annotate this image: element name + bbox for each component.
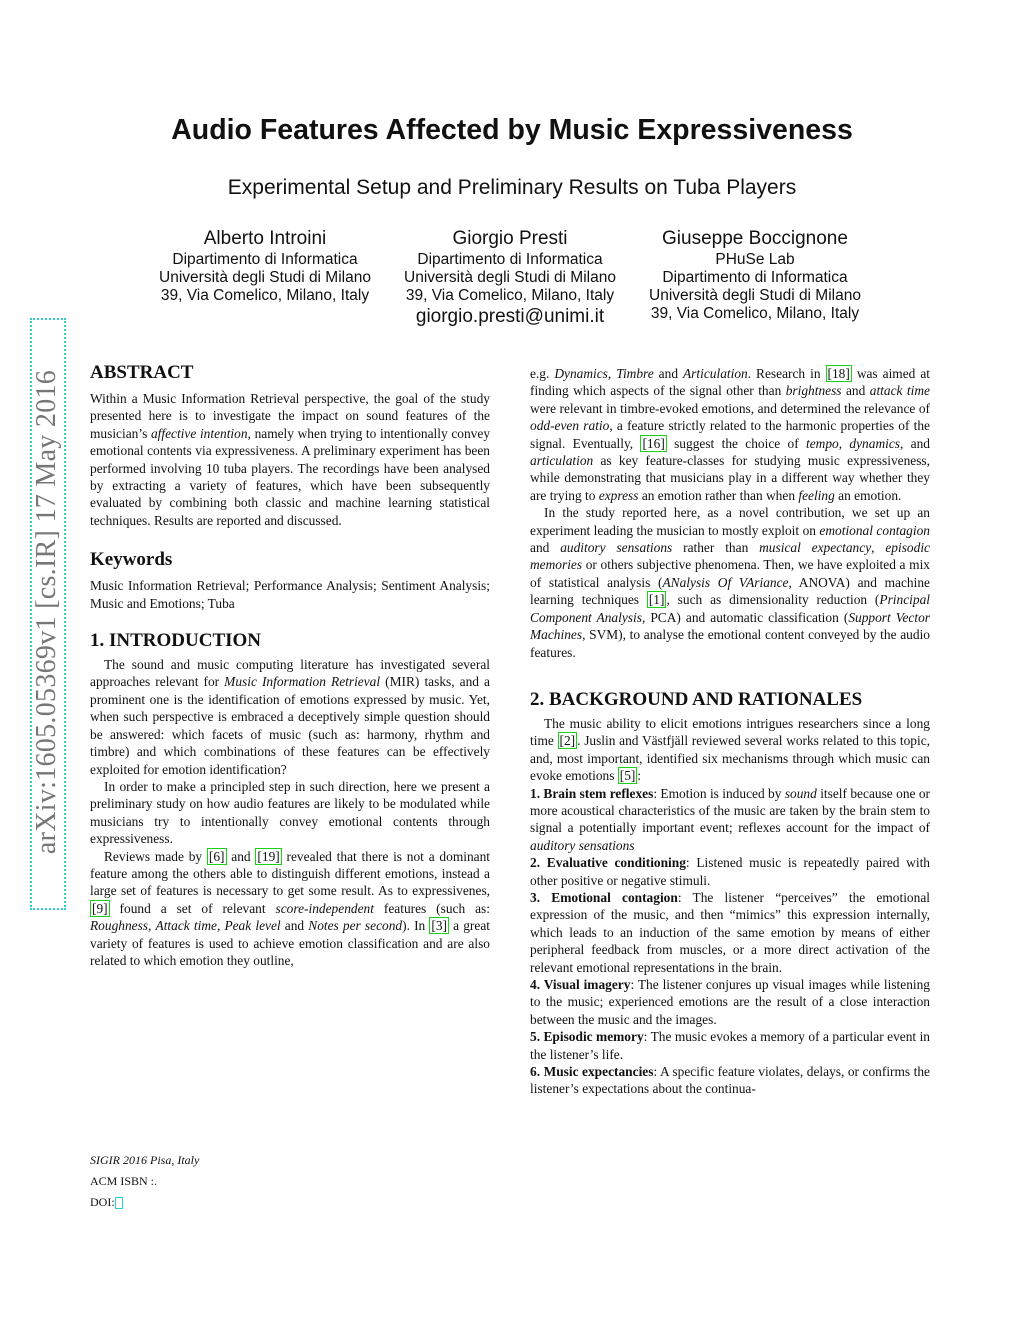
citation-link[interactable]: [9] <box>92 900 108 916</box>
arxiv-stamp[interactable]: arXiv:1605.05369v1 [cs.IR] 17 May 2016 <box>31 369 62 855</box>
mechanism-item: 5. Episodic memory: The music evokes a memory of a particular event in the listener’s life. <box>530 1029 930 1062</box>
citation-link[interactable]: [18] <box>827 366 850 381</box>
background-paragraph: The music ability to elicit emotions intrigues researchers since a long time [2] . Juslin and Västfjäll reviewed several works related to this topic, and, most important, identified six mechanisms through which music can evoke emotions [5] : <box>530 715 930 784</box>
mechanism-item: 3. Emotional contagion: The listener “perceives” the emotional expression of the music, and then “mimics” this expression internally, which leads to an induction of the same emotion by means of either peripheral feedback from muscles, or a more direct activation of the relevant emotional representations in the brain. <box>530 889 930 975</box>
mechanism-item: 1. Brain stem reflexes: Emotion is induced by sound itself because one or more acoustical characteristics of the music are taken by the brain stem to signal a potentially important event; reflexes account for the impact of auditory sensations <box>530 785 930 853</box>
mechanism-item: 2. Evaluative conditioning: Listened music is repeatedly paired with other positive or negative stimuli. <box>530 855 930 888</box>
doi-link[interactable] <box>115 1197 123 1209</box>
intro-paragraph-1: The sound and music computing literature has investigated several approaches relevant for Music Information Retrieval (MIR) tasks, and a prominent one is the identification of emotions expressed by music. Yet, when such perspective is embraced a deceptively simple question should be answered: which facets of music (such as: harmony, rhythm and timbre) and which combinations of these features can be effectively exploited for emotion identification? <box>90 657 490 777</box>
citation-link[interactable]: [19] <box>257 848 280 864</box>
author-affiliation: 39, Via Comelico, Milano, Italy <box>650 305 860 322</box>
citation-link[interactable]: [6] <box>208 848 225 864</box>
section-heading-background: 2. BACKGROUND AND RATIONALES <box>530 688 863 710</box>
doi-note: DOI: <box>90 1192 199 1213</box>
author-block-1 <box>135 227 395 305</box>
author-affiliation: PHuSe Lab <box>715 251 795 268</box>
abstract-paragraph: Within a Music Information Retrieval perspective, the goal of the study presented here is to investigate the impact on sound features of the musician’s affective intention, namely when trying to intentionally convey emotional contents via expressiveness. A preliminary experiment has been performed involving 10 tuba players. The recordings have been analysed by extracting a variety of features, which have been subsequently evaluated by combining both classic and machine learning statistical techniques. Results are reported and discussed. <box>90 391 491 528</box>
citation-link[interactable]: [3] <box>431 918 447 934</box>
author-name: Giuseppe Boccignone <box>662 228 848 249</box>
citation-link[interactable]: [1] <box>648 592 665 608</box>
author-affiliation: Dipartimento di Informatica <box>662 269 848 286</box>
keywords-heading: Keywords <box>90 549 173 571</box>
author-email[interactable]: giorgio.presti@unimi.it <box>415 306 605 327</box>
intro-paragraph-3: Reviews made by [6] and [19] revealed that there is not a dominant feature among the others able to distinguish different emotions, instead a large set of features is necessary to get some result. As to expressivenes, [9] found a set of relevant score-independent features (such as: Roughness, Attack time, Peak level and Notes per second). In [3] a great variety of features is used to achieve emotion classification and are also related to which emotion they outline, <box>90 848 491 968</box>
abstract-heading: ABSTRACT <box>90 362 194 383</box>
body-paragraph: e.g. Dynamics, Timbre and Articulation. Research in [18] was aimed at finding which aspects of the signal other than brightness and attack time were relevant in timbre-evoked emotions, and determined the relevance of odd-even ratio, a feature strictly related to the harmonic properties of the signal. Eventually, [16] suggest the choice of tempo, dynamics, and articulation as key feature-classes for studying music expressiveness, while demonstrating that musicians play in a different way whether they are trying to express an emotion rather than when feeling an emotion. <box>530 366 931 503</box>
footer-notes <box>90 1150 199 1213</box>
citation-link[interactable]: [16] <box>642 435 665 451</box>
author-affiliation: Università degli Studi di Milano <box>404 269 616 286</box>
author-affiliation: Università degli Studi di Milano <box>159 269 371 286</box>
author-block-3 <box>625 227 885 323</box>
mechanism-item: 4. Visual imagery: The listener conjures up visual images while listening to the music; experienced emotions are the result of a close interaction between the music and the images. <box>530 977 930 1027</box>
author-affiliation: Dipartimento di Informatica <box>172 251 358 268</box>
right-column <box>530 365 930 1098</box>
author-affiliation: 39, Via Comelico, Milano, Italy <box>160 287 370 304</box>
section-heading-introduction: 1. INTRODUCTION <box>90 630 262 652</box>
citation-link[interactable]: [2] <box>559 733 576 749</box>
author-affiliation: Dipartimento di Informatica <box>417 251 603 268</box>
intro-paragraph-2: In order to make a principled step in such direction, here we present a preliminary study on how audio features are likely to be modulated while musicians try to intentionally convey emotional contents through expressiveness. <box>90 778 490 847</box>
venue-note: SIGIR 2016 Pisa, Italy <box>90 1153 200 1167</box>
paper-title: Audio Features Affected by Music Expressiveness <box>171 114 853 146</box>
isbn-note: ACM ISBN :. <box>90 1174 158 1188</box>
citation-link[interactable]: [5] <box>619 768 636 784</box>
author-name: Giorgio Presti <box>452 228 568 249</box>
author-affiliation: Università degli Studi di Milano <box>649 287 861 304</box>
left-column <box>90 360 490 969</box>
author-affiliation: 39, Via Comelico, Milano, Italy <box>405 287 615 304</box>
author-name: Alberto Introini <box>203 228 327 249</box>
author-block-2 <box>380 227 640 329</box>
paper-subtitle: Experimental Setup and Preliminary Results on Tuba Players <box>227 176 797 199</box>
mechanism-item: 6. Music expectancies: A specific feature violates, delays, or confirms the listener’s expectations about the continua- <box>530 1064 931 1097</box>
body-paragraph: In the study reported here, as a novel contribution, we set up an experiment leading the musician to mostly exploit on emotional contagion and auditory sensations rather than musical expectancy, episodic memories or others subjective phenomena. Then, we have exploited a mix of statistical analysis (ANalysis Of VAriance, ANOVA) and machine learning techniques [1] , such as dimensionality reduction (Principal Component Analysis, PCA) and automatic classification (Support Vector Machines, SVM), to analyse the emotional content conveyed by the audio features. <box>530 505 930 660</box>
keywords-text: Music Information Retrieval; Performance Analysis; Sentiment Analysis; Music and Emotions; Tuba <box>90 578 490 611</box>
